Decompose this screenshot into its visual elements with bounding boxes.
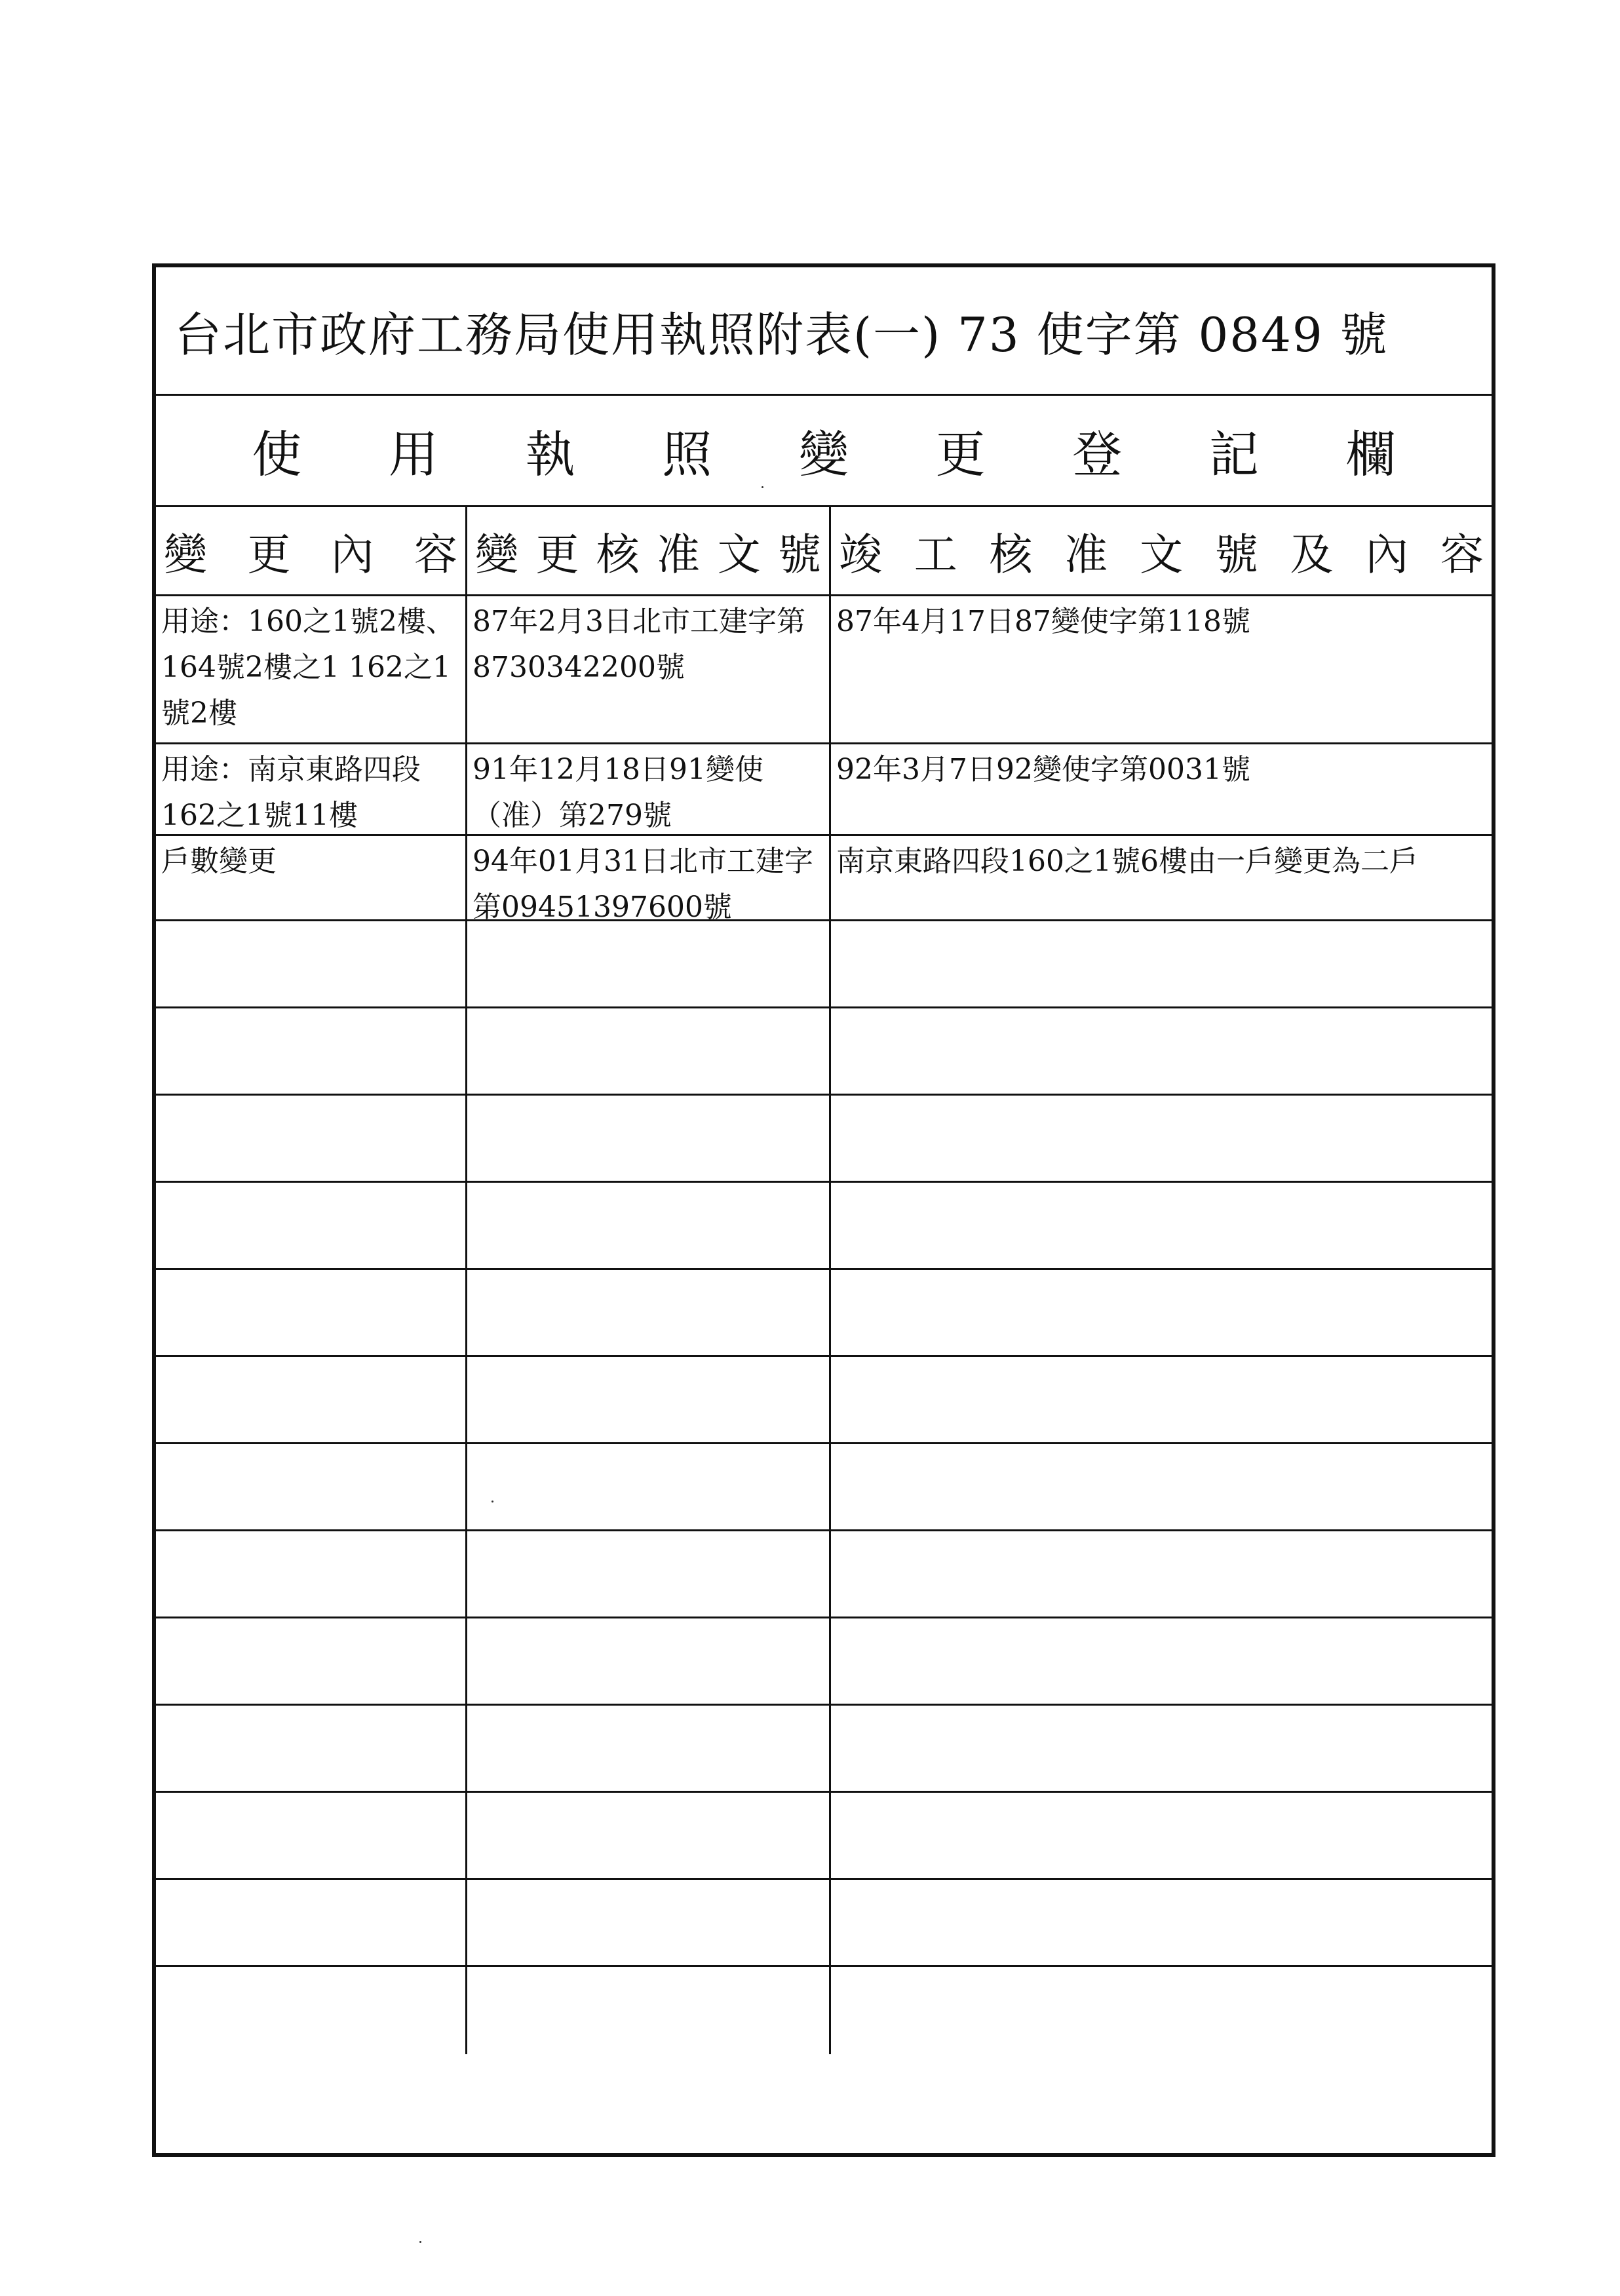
empty-row	[156, 1531, 1492, 1618]
change-cell: 戶數變更	[156, 836, 467, 919]
section-title-char: 變	[798, 425, 849, 484]
scan-speck	[762, 486, 763, 488]
header-change-content: 變 更 內 容	[156, 507, 467, 594]
section-title-char: 記	[1208, 425, 1259, 484]
empty-row	[156, 1618, 1492, 1706]
section-title-char: 用	[388, 425, 438, 484]
empty-row	[156, 1096, 1492, 1183]
empty-row	[156, 1793, 1492, 1880]
empty-row	[156, 1444, 1492, 1531]
empty-row	[156, 1357, 1492, 1444]
empty-row	[156, 1967, 1492, 2054]
table-header-row	[156, 507, 1492, 596]
header-approval-number: 變 更 核 准 文 號	[467, 507, 831, 594]
section-title-char: 欄	[1345, 425, 1396, 484]
table-row	[156, 596, 1492, 744]
section-title-char: 使	[252, 425, 302, 484]
empty-row	[156, 1008, 1492, 1096]
section-title	[156, 396, 1492, 507]
section-title-char: 照	[662, 425, 712, 484]
scan-speck	[492, 1501, 493, 1502]
table-row	[156, 744, 1492, 836]
empty-row	[156, 1880, 1492, 1967]
approval-cell: 91年12月18日91變使（准）第279號	[467, 744, 831, 834]
header-completion-content: 竣 工 核 准 文 號 及 內 容	[839, 529, 1484, 580]
approval-cell: 94年01月31日北市工建字第09451397600號	[467, 836, 831, 919]
title-row	[156, 267, 1492, 396]
section-title-char: 登	[1072, 425, 1123, 484]
approval-cell: 87年2月3日北市工建字第8730342200號	[467, 596, 831, 742]
change-cell: 用途：160之1號2樓、164號2樓之1 162之1號2樓	[156, 596, 467, 742]
empty-row	[156, 1270, 1492, 1357]
change-register-table	[156, 507, 1492, 2054]
empty-row	[156, 921, 1492, 1008]
section-title-char: 執	[525, 425, 575, 484]
empty-row	[156, 1183, 1492, 1270]
completion-cell: 南京東路四段160之1號6樓由一戶變更為二戶	[836, 845, 1418, 878]
license-document	[152, 263, 1495, 2157]
document-title: 台北市政府工務局使用執照附表(一) 73 使字第 0849 號	[174, 307, 1389, 362]
table-row	[156, 836, 1492, 921]
empty-row	[156, 1706, 1492, 1793]
change-cell: 用途：南京東路四段162之1號11樓	[156, 744, 467, 834]
section-title-char: 更	[935, 425, 986, 484]
completion-cell: 87年4月17日87變使字第118號	[836, 605, 1250, 638]
completion-cell: 92年3月7日92變使字第0031號	[836, 753, 1250, 786]
scan-speck	[419, 2241, 421, 2243]
